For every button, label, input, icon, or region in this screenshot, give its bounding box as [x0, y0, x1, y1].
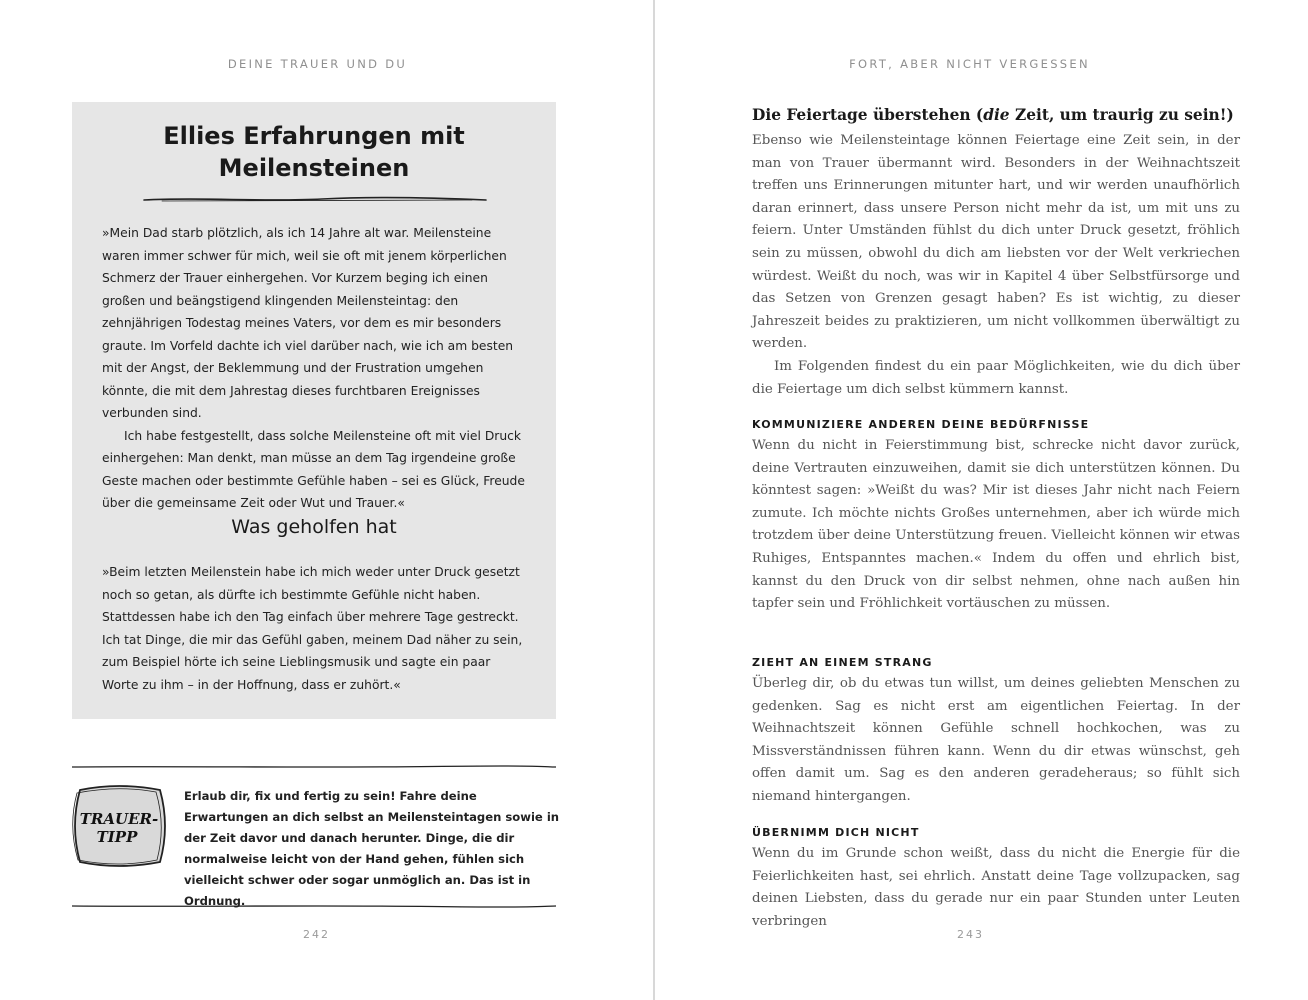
- running-head-left: DEINE TRAUER UND DU: [227, 57, 408, 71]
- section-paragraph-3: Wenn du im Grunde schon weißt, dass du nicht die Energie für die Feierlichkeiten hast, sei ehrlich. Anstatt deine Tage vollzupacken, sag deinen Liebsten, dass du gerade nur ein paar Stunden unter Leuten verbringen: [752, 846, 1240, 929]
- box-quote-1: [102, 222, 528, 515]
- tip-text: Erlaub dir, fix und fertig zu sein! Fahre deine Erwartungen an dich selbst an Meilensteintagen sowie in der Zeit davor und danach herunter. Dinge, die dir normalweise leicht von der Hand gehen, fühlen sich vielleicht schwer oder sogar unmöglich an. Das ist in Ordnung.: [184, 789, 560, 908]
- running-head-right: FORT, ABER NICHT VERGESSEN: [849, 57, 1090, 71]
- section-paragraph-1: Wenn du nicht in Feierstimmung bist, schrecke nicht davor zurück, deine Vertrauten einzuweihen, damit sie dich unterstützen können. Du könntest sagen: »Weißt du was? Mir ist dieses Jahr nicht nach Feiern zumute. Ich möchte nichts Großes unternehmen, aber ich würde mich trotzdem über deine Unterstützung freuen. Vielleicht können wir etwas Ruhiges, Entspanntes machen.« Indem du offen und ehrlich bist, kannst du den Druck von dir selbst nehmen, ohne nach außen hin tapfer sein und Fröhlichkeit vortäuschen zu müssen.: [752, 438, 1240, 612]
- section-text-strang: [752, 673, 1240, 809]
- page-number-left: 242: [303, 928, 330, 941]
- section-heading: [752, 106, 1234, 124]
- box-paragraph-3: »Beim letzten Meilenstein habe ich mich weder unter Druck gesetzt noch so getan, als dürfte ich bestimmte Gefühle nicht haben. Stattdessen habe ich den Tag einfach über mehrere Tage gestreckt. Ich tat Dinge, die mir das Gefühl gaben, meinem Dad näher zu sein, zum Beispiel hörte ich seine Lieblingsmusik und sagte ein paar Worte zu ihm – in der Hoffnung, dass er zuhört.«: [102, 565, 523, 692]
- page-number-right: 243: [957, 928, 984, 941]
- box-subheading: Was geholfen hat: [231, 516, 397, 538]
- tip-bottom-rule: [72, 902, 556, 910]
- heading-part-2: Zeit, um traurig zu sein!): [1009, 106, 1234, 124]
- section-text-uebernimm: [752, 843, 1240, 933]
- intro-paragraph-2: Im Folgenden findest du ein paar Möglichkeiten, wie du dich über die Feiertage um dich selbst kümmern kannst.: [752, 358, 1240, 397]
- subheading-uebernimm: ÜBERNIMM DICH NICHT: [752, 826, 920, 839]
- box-quote-2: [102, 561, 528, 696]
- intro-text: [752, 130, 1240, 401]
- box-paragraph-1: »Mein Dad starb plötzlich, als ich 14 Jahre alt war. Meilensteine waren immer schwer für mich, weil sie oft mit jenem körperlichen Schmerz der Trauer einhergehen. Vor Kurzem beging ich einen großen und beängstigend klingenden Meilensteintag: den zehnjährigen Todestag meines Vaters, vor dem es mir besonders graute. Im Vorfeld dachte ich viel darüber nach, wie ich am besten mit der Angst, der Beklemmung und der Frustration umgehen könnte, die mit dem Jahrestag dieses furchtbaren Ereignisses verbunden sind.: [102, 226, 514, 420]
- brush-divider: [142, 194, 488, 206]
- subheading-strang: ZIEHT AN EINEM STRANG: [752, 656, 933, 669]
- trauer-tipp-badge-icon: [66, 780, 172, 872]
- section-text-kommuniziere: [752, 435, 1240, 616]
- badge-line-2: TIPP: [96, 828, 138, 846]
- right-page: [655, 0, 1308, 1000]
- badge-line-1: TRAUER-: [79, 810, 159, 828]
- box-title: [72, 120, 556, 184]
- left-page: [0, 0, 653, 1000]
- box-title-line2: Meilensteinen: [218, 154, 410, 182]
- box-title-line1: Ellies Erfahrungen mit: [163, 122, 465, 150]
- ellie-story-box: [72, 102, 556, 719]
- section-paragraph-2: Überleg dir, ob du etwas tun willst, um deines geliebten Menschen zu gedenken. Sag es nicht erst am eigentlichen Feiertag. In der Weihnachtszeit können Gefühle schnell hochkochen, was zu Missverständnissen führen kann. Wenn du dir etwas wünschst, geh offen damit um. Sag es den anderen geradeheraus; so fühlt sich niemand hintergangen.: [752, 676, 1240, 804]
- heading-part-1: Die Feiertage überstehen (: [752, 106, 984, 124]
- heading-italic: die: [983, 106, 1010, 124]
- box-paragraph-2: Ich habe festgestellt, dass solche Meilensteine oft mit viel Druck einhergehen: Man denkt, man müsse an dem Tag irgendeine große Geste machen oder bestimmte Gefühle haben – sei es Glück, Freude über die gemeinsame Zeit oder Wut und Trauer.«: [102, 428, 525, 510]
- subheading-kommuniziere: KOMMUNIZIERE ANDEREN DEINE BEDÜRFNISSE: [752, 418, 1090, 431]
- tip-top-rule: [72, 763, 556, 771]
- intro-paragraph-1: Ebenso wie Meilensteintage können Feiertage eine Zeit sein, in der man von Trauer übermannt wird. Besonders in der Weihnachtszeit treffen uns Erinnerungen mitunter hart, und wir werden unaufhörlich daran erinnert, dass unsere Person nicht mehr da ist, um mit uns zu feiern. Unter Umständen fühlst du dich unter Druck gesetzt, fröhlich sein zu müssen, obwohl du dich am liebsten vor der Welt verkriechen würdest. Weißt du noch, was wir in Kapitel 4 über Selbstfürsorge und das Setzen von Grenzen gesagt haben? Es ist wichtig, zu dieser Jahreszeit beides zu praktizieren, um nicht vollkommen überwältigt zu werden.: [752, 133, 1240, 352]
